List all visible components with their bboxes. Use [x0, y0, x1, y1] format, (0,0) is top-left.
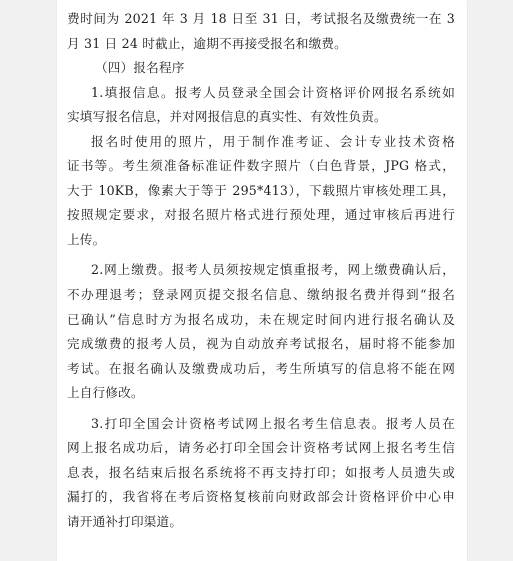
text-line: 报名时使用的照片，用于制作准考证、会计专业技术资格 [91, 133, 455, 149]
text-line: 大于 10KB，像素大于等于 295*413），下载照片审核处理工具， [67, 182, 455, 198]
text-line: 不办理退考；登录网页提交报名信息、缴纳报名费并得到“报名 [67, 287, 455, 303]
text-line: 漏打的，我省将在考后资格复核前向财政部会计资格评价中心申 [67, 489, 455, 505]
text-line: 证书等。考生须准备标准证件数字照片（白色背景，JPG 格式， [67, 158, 455, 174]
text-line: 费时间为 2021 年 3 月 18 日至 31 日，考试报名及缴费统一在 3 [67, 11, 455, 26]
text-line: 实填写报名信息，并对网报信息的真实性、有效性负责。 [67, 109, 387, 125]
text-line: 完成缴费的报考人员，视为自动放弃考试报名，届时将不能参加 [67, 336, 455, 352]
text-line: 请开通补打印渠道。 [67, 513, 183, 529]
text-line: 月 31 日 24 时截止，逾期不再接受报名和缴费。 [67, 35, 347, 51]
text-line: 考试。在报名确认及缴费成功后，考生所填写的信息将不能在网 [67, 360, 455, 376]
document-body [67, 7, 455, 534]
text-line: 网上报名成功后，请务必打印全国会计资格考试网上报名考生信 [67, 440, 455, 456]
text-line: 息表，报名结束后报名系统将不再支持打印；如报考人员遗失或 [67, 464, 455, 480]
text-line: 已确认”信息时方为报名成功，未在规定时间内进行报名确认及 [67, 311, 455, 327]
text-line: 3.打印全国会计资格考试网上报名考生信息表。报考人员在 [91, 415, 455, 431]
text-line: 1.填报信息。报考人员登录全国会计资格评价网报名系统如 [91, 84, 455, 100]
text-line: 上传。 [67, 231, 106, 247]
text-line: 2.网上缴费。报考人员须按规定慎重报考，网上缴费确认后， [91, 262, 455, 278]
text-line: 按照规定要求，对报名照片格式进行预处理，通过审核后再进行 [67, 207, 455, 223]
section-heading: （四）报名程序 [95, 60, 185, 76]
text-line: 上自行修改。 [67, 385, 144, 401]
